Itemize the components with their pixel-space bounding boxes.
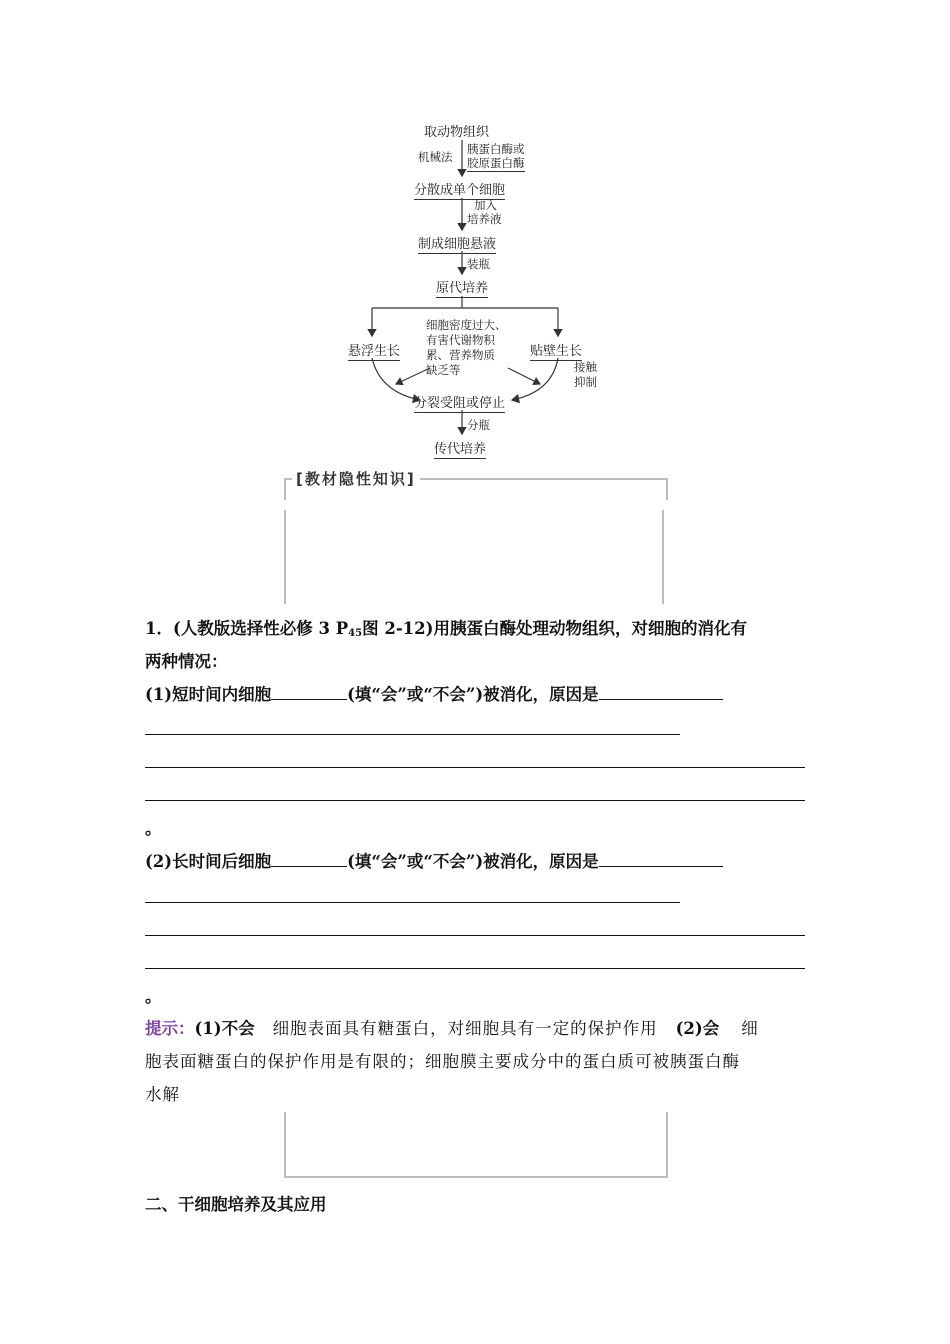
flow-label-medium: 培养液 (467, 212, 502, 226)
box-frame-right-side (662, 510, 664, 604)
flow-label-trypsin: 胰蛋白酶或 (467, 142, 525, 156)
q1-prefix: (1)短时间内细胞 (145, 685, 272, 704)
flow-cause-line-3: 累、营养物质 (426, 348, 495, 362)
flow-step-disperse-cells: 分散成单个细胞 (414, 179, 505, 200)
q2-period: 。 (145, 987, 162, 1006)
question-part-2 (145, 845, 805, 878)
section-heading: 二、干细胞培养及其应用 (145, 1195, 327, 1214)
q1-blank-line-3[interactable] (145, 767, 805, 768)
flow-label-collagenase: 胶原蛋白酶 (467, 156, 525, 170)
flow-step-cell-suspension: 制成细胞悬液 (418, 233, 496, 254)
q2-middle: (填“会”或“不会”)被消化，原因是 (347, 852, 599, 871)
q2-blank-line-2[interactable] (145, 902, 680, 903)
hint-label: 提示： (145, 1019, 195, 1038)
q1-period: 。 (145, 819, 162, 838)
flow-step-primary-culture: 原代培养 (436, 277, 488, 298)
question-source-sub: 45 (348, 628, 363, 639)
q1-blank-answer[interactable] (271, 681, 347, 700)
flow-cause-line-2: 有害代谢物积 (426, 333, 495, 347)
flow-label-bottle: 装瓶 (467, 257, 490, 271)
question-part-1 (145, 678, 805, 711)
flow-label-add: 加入 (474, 198, 497, 212)
flow-branch-adherent-growth: 贴壁生长 (530, 340, 582, 361)
box-title-text: 教材隐性知识 (304, 470, 407, 488)
flow-contact-line-1: 接触 (574, 360, 597, 374)
flow-step-division-stops: 分裂受阻或停止 (414, 392, 505, 413)
box-frame-left-side (284, 510, 286, 604)
hint-answer-2: (2)会 (675, 1019, 720, 1038)
question-source-b: 图 2-12) (362, 619, 434, 638)
hint-reason-1: 细胞表面具有糖蛋白，对细胞具有一定的保护作用 (272, 1019, 658, 1038)
cell-culture-flowchart (0, 0, 950, 470)
flow-contact-line-2: 抑制 (574, 375, 597, 389)
q2-blank-line-4[interactable] (145, 968, 805, 969)
flow-cause-line-1: 细胞密度过大、 (426, 318, 507, 332)
flow-label-split: 分瓶 (467, 418, 490, 432)
q2-prefix: (2)长时间后细胞 (145, 852, 272, 871)
q1-middle: (填“会”或“不会”)被消化，原因是 (347, 685, 599, 704)
flow-cause-line-4: 缺乏等 (426, 363, 461, 377)
q1-blank-line-2[interactable] (145, 734, 680, 735)
q2-blank-reason-start[interactable] (599, 848, 723, 867)
flow-branch-suspension-growth: 悬浮生长 (348, 340, 400, 361)
question-number: 1． (145, 619, 173, 638)
question-text-line1: 用胰蛋白酶处理动物组织，对细胞的消化有 (433, 619, 747, 638)
box-title: [教材隐性知识] (292, 468, 420, 489)
q1-blank-reason-start[interactable] (599, 681, 723, 700)
hint-line-2: 胞表面糖蛋白的保护作用是有限的；细胞膜主要成分中的蛋白质可被胰蛋白酶 (145, 1052, 740, 1071)
hint-reason-2-start: 细 (741, 1019, 759, 1038)
hint-line-3: 水解 (145, 1085, 180, 1104)
flow-label-mechanical: 机械法 (418, 150, 453, 164)
q2-blank-answer[interactable] (271, 848, 347, 867)
hint-line-1 (145, 1012, 805, 1045)
question-source-a: (人教版选择性必修 3 P (172, 619, 349, 638)
box-frame-bottom (284, 1112, 668, 1178)
question-text-line2: 两种情况： (145, 652, 228, 671)
hint-answer-1: (1)不会 (194, 1019, 255, 1038)
q2-blank-line-3[interactable] (145, 935, 805, 936)
flow-step-take-tissue: 取动物组织 (424, 125, 490, 140)
q1-blank-line-4[interactable] (145, 800, 805, 801)
flow-step-passage-culture: 传代培养 (434, 438, 486, 459)
